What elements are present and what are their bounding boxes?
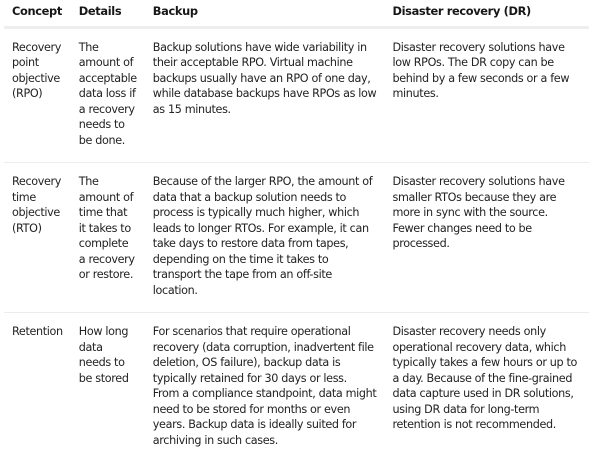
cell-backup	[145, 163, 385, 313]
header-concept: Concept	[4, 0, 71, 27]
table-header-row	[4, 0, 589, 27]
backup-paragraph: For scenarios that require operational recovery (data corruption, inadvertent file deletion, OS failure), backup data is typically retained for 30 days or less.	[153, 324, 377, 386]
comparison-table	[4, 0, 589, 462]
cell-dr: Disaster recovery needs only operational recovery data, which typically takes a few hours or up to a day. Because of the fine-grained data capture used in DR solutions, using DR data for long-term retention is not recommended.	[385, 313, 590, 462]
header-details: Details	[71, 0, 145, 27]
cell-concept: Retention	[4, 313, 71, 462]
cell-backup	[145, 313, 385, 462]
cell-dr: Disaster recovery solutions have smaller RTOs because they are more in sync with the source. Fewer changes need to be processed.	[385, 163, 590, 313]
cell-details: The amount of time that it takes to complete a recovery or restore.	[71, 163, 145, 313]
table-row-retention	[4, 313, 589, 462]
cell-dr: Disaster recovery solutions have low RPOs. The DR copy can be behind by a few seconds or a few minutes.	[385, 27, 590, 163]
backup-paragraph: From a compliance standpoint, data might need to be stored for months or even years. Backup data is ideally suited for archiving in such cases.	[153, 386, 377, 448]
table-row-rpo	[4, 27, 589, 163]
cell-backup	[145, 27, 385, 163]
backup-paragraph: Backup solutions have wide variability in their acceptable RPO. Virtual machine backups usually have an RPO of one day, while database backups have RPOs as low as 15 minutes.	[153, 40, 377, 118]
cell-concept: Recovery point objective (RPO)	[4, 27, 71, 163]
cell-concept: Recovery time objective (RTO)	[4, 163, 71, 313]
cell-details: How long data needs to be stored	[71, 313, 145, 462]
backup-paragraph: Because of the larger RPO, the amount of data that a backup solution needs to process is typically much higher, which leads to longer RTOs. For example, it can take days to restore data from tapes, depending on the time it takes to transport the tape from an off-site location.	[153, 174, 377, 298]
cell-details: The amount of acceptable data loss if a recovery needs to be done.	[71, 27, 145, 163]
table-row-rto	[4, 163, 589, 313]
header-backup: Backup	[145, 0, 385, 27]
header-disaster-recovery: Disaster recovery (DR)	[385, 0, 590, 27]
